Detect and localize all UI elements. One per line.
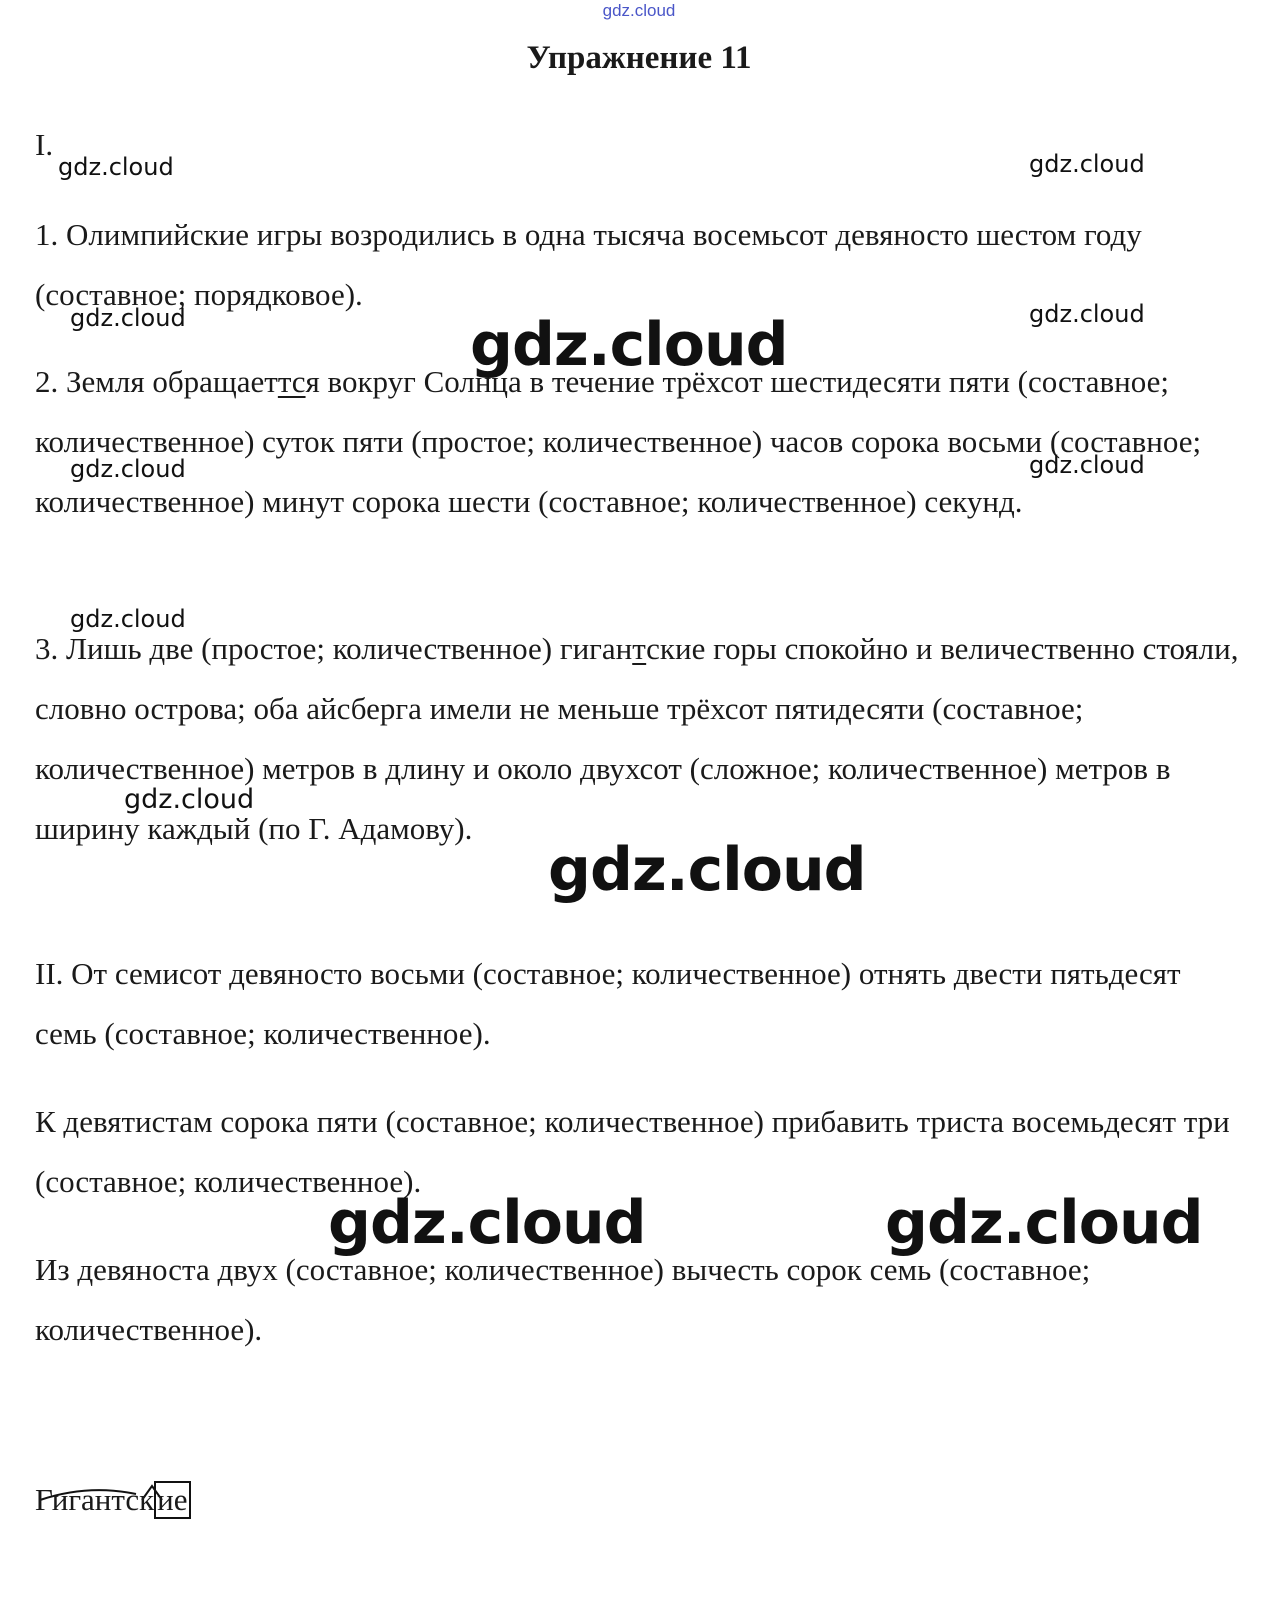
watermark-text: gdz.cloud [1029,300,1145,328]
watermark-text: gdz.cloud [548,835,866,905]
item-3-text-start: 3. Лишь две (простое; количественное) гиган [35,631,633,666]
item-3-text-end: ские горы спокойно и величественно стояли, словно острова; оба айсберга имели не меньше трёхсот пятидесяти (составное; количественное) метров в длину и около двухсот (сложное; количественное) метров в ширину каждый (по Г. Адамову). [35,631,1239,846]
watermark-text: gdz.cloud [1029,150,1145,178]
paragraph-addition: К девятистам сорока пяти (составное; количественное) прибавить триста восемьдесят три (составное; количественное). [35,1104,1230,1199]
word-ending-box: ие [154,1481,190,1519]
watermark-text: gdz.cloud [70,605,186,633]
section-one-label: I. [35,127,54,162]
underlined-letter: т [632,631,647,666]
paragraph-item-3 [35,619,1245,859]
watermark-text: gdz.cloud [885,1188,1203,1258]
paragraph-section-two: II. От семисот девяносто восьми (составное; количественное) отнять двести пятьдесят семь (составное; количественное). [35,956,1181,1051]
item-2-text-start: 2. Земля обращает [35,364,278,399]
watermark-text: gdz.cloud [70,455,186,483]
watermark-text: gdz.cloud [328,1188,646,1258]
watermark-text: gdz.cloud [124,784,255,815]
word-stem: Гигантск [35,1482,155,1517]
site-link[interactable]: gdz.cloud [602,1,676,20]
morpheme-analysis [35,1478,191,1522]
paragraph-subtraction: Из девяноста двух (составное; количественное) вычесть сорок семь (составное; количественное). [35,1252,1091,1347]
watermark-text: gdz.cloud [1029,451,1145,479]
watermark-text: gdz.cloud [70,304,186,332]
watermark-text: gdz.cloud [470,310,788,380]
page-title: Упражнение 11 [526,40,752,76]
item-2-text-end: я вокруг Солнца в течение трёхсот шестидесяти пяти (составное; количественное) суток пяти (простое; количественное) часов сорока восьми (составное; количественное) минут сорока шести (составное; количественное) секунд. [35,364,1202,519]
underlined-letters: тс [277,364,306,399]
paragraph-item-1: 1. Олимпийские игры возродились в одна тысяча восемьсот девяносто шестом году (составное; порядковое). [35,217,1142,312]
watermark-text: gdz.cloud [58,153,174,181]
paragraph-item-2 [35,352,1245,532]
